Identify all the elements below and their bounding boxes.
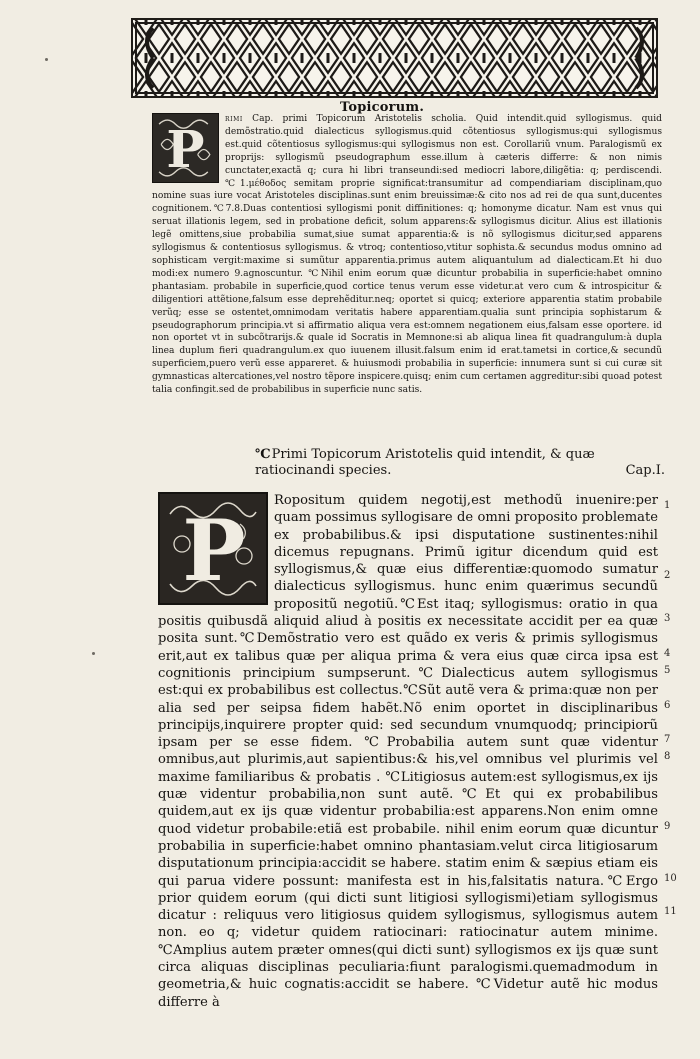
margin-number: 11	[664, 906, 677, 917]
running-header: Topicorum.	[340, 100, 425, 115]
margin-number: 3	[664, 613, 671, 624]
main-text	[158, 492, 658, 1011]
paragraph-mark-icon: ℃	[255, 447, 271, 462]
initial-glyph-large: P	[182, 501, 246, 600]
knotwork-banner-ornament	[131, 18, 658, 98]
chapter-number: Cap.I.	[625, 463, 665, 478]
margin-number: 2	[664, 570, 671, 581]
margin-number: 7	[664, 734, 671, 745]
margin-number: 1	[664, 500, 671, 511]
scholia-text: Cap. primi Topicorum Aristotelis scholia. Quid intendit.quid syllogismus. quid demõstratio.quid dialecticus syllogismus.quid cõtentiosus syllogismus:qui syllogismus est.quid cõtentiosus syllogismus:qui syllogismus non est. Corollariũ vnum. Paralogismũ ex proprijs: syllogismũ pseudographum esse.illum à cæteris differre: & non nimis cunctater,exactã q; cura hi libri transeundi:sed mediocri labore,diligẽtia: q; perdiscendi.℃1.μέθοδος semitam proprie significat:transumitur ad compendiariam disciplinam,quo nomine suas iure vocat Aristoteles disciplinas.sunt enim breuissimæ:& cito nos ad rei de qua sunt,ducentes cognitionem.℃7.8.Duas contentiosi syllogismi ponit diffinitiones: q; homonyme dicatur. Nam est vnus qui seruat illationis legem, sed in probatione deficit, solum apparens:& syllogismus dicitur. Alius est illationis legẽ omittens,siue probabilia sumat,siue sumat apparentia:& is nõ syllogismus dicitur,sed apparens syllogismus & contentiosus syllogismus. & vtroq; contentioso,vtitur sophista.& secundus modus omnino ad sophisticam vergit:maxime si sumũtur apparentia.primus autem aliquantulum ad dialecticam.Et hi duo modi:ex numero 9.agnoscuntur. ℃Nihil enim eorum quæ dicuntur probabilia in superficie:habet omnino phantasiam. probabile in superficie,quod cortice tenus verum esse videtur.at vero cum & introspicitur & diligentiori attẽtione,falsum esse deprehẽditur.neq; oportet si quicq; exteriore apparentia statim probabile verũq; esse se ostentet,omnimodam veritatis habere apparentiam.qualia sunt principia sophistarum & pseudographorum principia.vt si affirmatio aliqua vera est:omnem negationem eius,falsam esse oportere. id non oportet vt in subcõtrarijs.& quale id Socratis in Memnone:si ab aliqua linea fit quadrangulum:à dupla linea duplum fieri quadrangulum.ex quo iuuenem illusit.falsum enim id erat.tametsi in cortice,& secundũ superficiem,puero verũ esse appareret. & huiusmodi probabilia in superficie: innumera sunt si cui curæ sit gymnasticas altercationes,vel nostro tẽpore inspicere.quisq; enim cum certamen aggreditur:sibi quoad potest talia confingit.sed de probabilibus in superficie nunc satis.	[152, 114, 662, 396]
scholia-lead-word: rimi	[225, 114, 243, 124]
main-text-body: Ropositum quidem negotij,est methodũ inuenire:per quam possimus syllogisare de omni proposito problemate ex probabilibus.& ipsi disputatione sustinentes:nihil dicemus repugnans. Primũ igitur dicendum quid est syllogismus,& quæ eius differentiæ:quomodo sumatur dialecticus syllogismus. hunc enim quærimus secundũ propositũ negotiũ.℃Est itaq; syllogismus: oratio in qua positis quibusdã aliquid aliud à positis ex necessitate accidit per ea quæ posita sunt.℃Demõstratio vero est quãdo ex veris & primis syllogismus erit,aut ex talibus quæ per aliqua prima & vera eius quæ circa ipsa est cognitionis principium sumpserunt.℃Dialecticus autem syllogismus est:qui ex probabilibus est collectus.℃Sũt autẽ vera & prima:quæ non per alia sed per seipsa fidem habẽt.Nõ enim oportet in disciplinaribus principijs,inquirere propter quid: sed secundum vnumquodq; principiorũ ipsam per se esse fidem. ℃Probabilia autem sunt quæ videntur omnibus,aut plurimis,aut sapientibus:& his,vel omnibus vel plurimis vel maxime familiaribus & probatis . ℃Litigiosus autem:est syllogismus,ex ijs quæ videntur probabilia,non sunt autẽ.℃Et qui ex probabilibus quidem,aut ex ijs quæ videntur probabilia:est apparens.Non enim omne quod videtur probabile:etiã est probabile. nihil enim eorum quæ dicuntur probabilia in superficie:habet omnino phantasiam.velut circa litigiosarum disputationum principia:accidit se habere. statim enim & sæpius etiam eis qui parua videre possunt: manifesta est in his,falsitatis natura.℃Ergo prior quidem eorum (qui dicti sunt litigiosi syllogismi)etiam syllogismus dicatur : reliquus vero litigiosus quidem syllogismus, syllogismus autem non. eo q; videtur quidem ratiocinari: ratiocinatur autem minime. ℃Amplius autem præter omnes(qui dicti sunt) syllogismos ex ijs quæ sunt circa aliquas disciplinas peculiaria:fiunt paralogismi.quemadmodum in geometria,& huic cognatis:accidit se habere. ℃Videtur autẽ hic modus differre à	[158, 493, 658, 1010]
initial-glyph: P	[166, 118, 205, 179]
paper-speck	[45, 58, 48, 61]
margin-number: 10	[664, 873, 677, 884]
margin-number: 6	[664, 700, 671, 711]
paper-speck	[92, 652, 95, 655]
margin-number: 8	[664, 751, 671, 762]
decorated-initial-letter-p	[152, 113, 219, 183]
decorated-initial-letter-p-large	[158, 492, 268, 605]
margin-number: 5	[664, 665, 671, 676]
margin-number: 4	[664, 648, 671, 659]
chapter-title: Primi Topicorum Aristotelis quid intendit, & quæ ratiocinandi species.	[255, 447, 595, 478]
margin-number: 9	[664, 821, 671, 832]
chapter-heading	[255, 447, 665, 479]
scholia-commentary	[152, 113, 662, 397]
